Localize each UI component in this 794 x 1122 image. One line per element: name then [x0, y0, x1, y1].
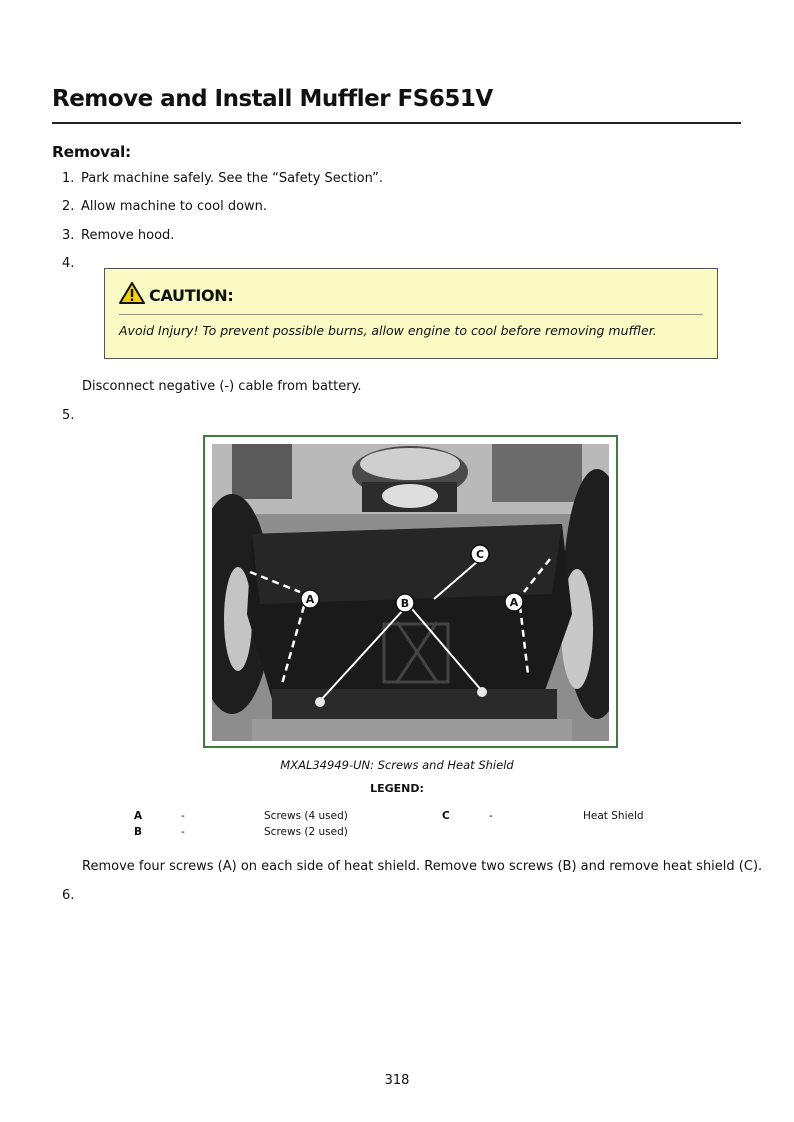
step-number: 4. [62, 256, 75, 271]
legend-key-c: C [442, 810, 450, 822]
page-number: 318 [384, 1073, 410, 1088]
callout-b-label: B [400, 597, 410, 610]
caution-label: CAUTION: [149, 285, 234, 305]
step-text: Allow machine to cool down. [81, 199, 268, 214]
caution-header [119, 281, 233, 309]
heat-shield-photo [203, 435, 618, 748]
legend-key-b: B [134, 826, 143, 838]
warning-triangle-icon [119, 281, 145, 309]
figure-caption: MXAL34949-UN: Screws and Heat Shield [280, 758, 514, 772]
legend-dash-b: - [181, 826, 185, 838]
step-number: 6. [62, 888, 75, 903]
legend-desc-b: Screws (2 used) [264, 826, 348, 838]
heat-shield-illustration [212, 444, 609, 741]
step-5-instruction: Remove four screws (A) on each side of heat shield. Remove two screws (B) and remove heat shield (C). [82, 859, 763, 874]
step-text: Park machine safely. See the “Safety Section”. [81, 171, 384, 186]
step-4-instruction: Disconnect negative (-) cable from battery. [82, 379, 362, 394]
section-heading: Removal: [52, 143, 131, 161]
legend-title: LEGEND: [370, 782, 424, 795]
caution-text: Avoid Injury! To prevent possible burns, allow engine to cool before removing muffler. [119, 323, 657, 338]
caution-divider [119, 314, 703, 315]
callout-a-left-label: A [305, 593, 315, 606]
step-text: Remove hood. [81, 228, 175, 243]
page-title: Remove and Install Muffler FS651V [52, 86, 493, 112]
legend-desc-a: Screws (4 used) [264, 810, 348, 822]
step-number: 3. [62, 228, 75, 243]
legend-desc-c: Heat Shield [583, 810, 644, 822]
callout-a-right-label: A [509, 596, 519, 609]
step-number: 1. [62, 171, 75, 186]
step-number: 2. [62, 199, 75, 214]
step-number: 5. [62, 408, 75, 423]
legend-key-a: A [134, 810, 143, 822]
legend-dash-c: - [489, 810, 493, 822]
legend-dash-a: - [181, 810, 185, 822]
caution-box [104, 268, 718, 359]
callout-c-label: C [475, 548, 485, 561]
title-rule [52, 122, 741, 124]
